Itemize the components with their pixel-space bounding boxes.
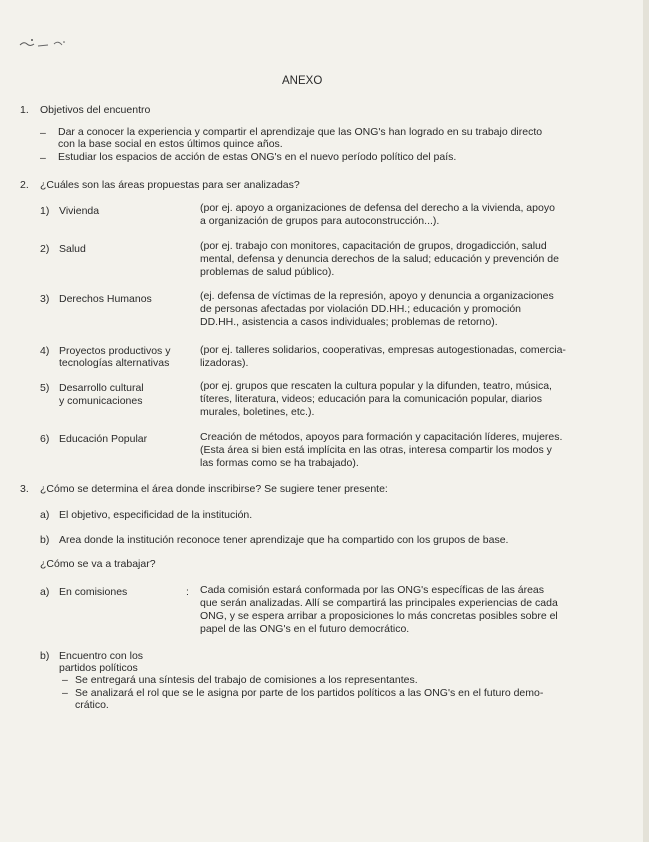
method-name: En comisiones [59, 586, 128, 598]
objective-1-line1: Dar a conocer la experiencia y compartir el aprendizaje que las ONG's han logrado en su trabajo directo [58, 126, 543, 138]
area-name: Desarrollo cultural [59, 382, 144, 394]
bullet-dash: – [40, 152, 46, 164]
area-desc-line: lizadoras). [200, 357, 249, 369]
party-meeting-point-1: Se entregará una síntesis del trabajo de comisiones a los representantes. [75, 674, 418, 686]
area-desc-line: a organización de grupos para autoconstrucción...). [200, 215, 440, 227]
area-name: Derechos Humanos [59, 293, 152, 305]
area-desc-line: Creación de métodos, apoyos para formación y capacitación líderes, mujeres. [200, 431, 563, 443]
area-desc-line: de personas afectadas por violación DD.HH.; educación y promoción [200, 303, 522, 315]
party-meeting-point-2-line2: crático. [75, 699, 109, 711]
method-desc-line: papel de las ONG's en el futuro democrático. [200, 623, 410, 635]
section-3-heading: ¿Cómo se determina el área donde inscribirse? Se sugiere tener presente: [40, 483, 388, 495]
work-method-heading: ¿Cómo se va a trabajar? [40, 558, 156, 570]
area-desc-line: (ej. defensa de víctimas de la represión, apoyo y denuncia a organizaciones [200, 290, 554, 302]
section-2-heading: ¿Cuáles son las áreas propuestas para ser analizadas? [40, 179, 300, 191]
section-3-number: 3. [20, 483, 29, 495]
section-2-number: 2. [20, 179, 29, 191]
area-desc-line: (por ej. trabajo con monitores, capacitación de grupos, drogadicción, salud [200, 240, 547, 252]
method-name: Encuentro con los [59, 650, 144, 662]
bullet-dash: – [62, 687, 68, 699]
criterion-b: Area donde la institución reconoce tener aprendizaje que ha compartido con los grupos de base. [59, 534, 509, 546]
area-desc-line: (Esta área si bien está implícita en las otras, interesa compartir los modos y [200, 444, 552, 456]
area-number: 5) [40, 382, 50, 394]
objective-1-line2: con la base social en estos últimos quince años. [58, 138, 283, 150]
area-number: 3) [40, 293, 50, 305]
area-desc-line: murales, boletines, etc.). [200, 406, 315, 418]
method-desc-line: que serán analizadas. Allí se compartirá las principales experiencias de cada [200, 597, 558, 609]
area-desc-line: las formas como se ha trabajado). [200, 457, 359, 469]
area-number: 2) [40, 243, 50, 255]
area-name: Educación Popular [59, 433, 148, 445]
method-desc-line: ONG, y se espera arribar a proposiciones lo más concretas posibles sobre el [200, 610, 558, 622]
area-number: 1) [40, 205, 50, 217]
party-meeting-point-2-line1: Se analizará el rol que se le asigna por parte de los partidos políticos a las ONG's en el futuro demo- [75, 687, 544, 699]
area-desc-line: títeres, literatura, videos; educación para la comunicación popular, diarios [200, 393, 543, 405]
area-name: Salud [59, 243, 86, 255]
section-1-heading: Objetivos del encuentro [40, 104, 151, 116]
area-desc-line: (por ej. grupos que rescaten la cultura popular y la difunden, teatro, música, [200, 380, 552, 392]
bullet-dash: – [40, 127, 46, 139]
area-desc-line: (por ej. apoyo a organizaciones de defensa del derecho a la vivienda, apoyo [200, 202, 555, 214]
section-1-number: 1. [20, 104, 29, 116]
item-letter: b) [40, 650, 50, 662]
area-desc-line: (por ej. talleres solidarios, cooperativas, empresas autogestionadas, comercia- [200, 344, 566, 356]
criterion-a: El objetivo, especificidad de la institución. [59, 509, 253, 521]
item-letter: a) [40, 509, 50, 521]
method-colon: : [186, 586, 189, 598]
area-desc-line: mental, defensa y denuncia derechos de la salud; educación y prevención de [200, 253, 559, 265]
area-name: Vivienda [59, 205, 100, 217]
item-letter: b) [40, 534, 50, 546]
page-title: ANEXO [282, 75, 323, 87]
item-letter: a) [40, 586, 50, 598]
area-name: y comunicaciones [59, 395, 143, 407]
area-desc-line: problemas de salud público). [200, 266, 335, 278]
area-number: 4) [40, 345, 50, 357]
area-name: Proyectos productivos y [59, 345, 171, 357]
paper-edge-shadow [643, 0, 649, 842]
objective-2-line1: Estudiar los espacios de acción de estas ONG's en el nuevo período político del país. [58, 151, 457, 163]
area-number: 6) [40, 433, 50, 445]
method-name: partidos políticos [59, 662, 138, 674]
area-desc-line: DD.HH., asistencia a casos individuales; problemas de retorno). [200, 316, 498, 328]
area-name: tecnologías alternativas [59, 357, 170, 369]
bullet-dash: – [62, 674, 68, 686]
method-desc-line: Cada comisión estará conformada por las ONG's específicas de las áreas [200, 584, 544, 596]
handwritten-mark [18, 36, 68, 50]
